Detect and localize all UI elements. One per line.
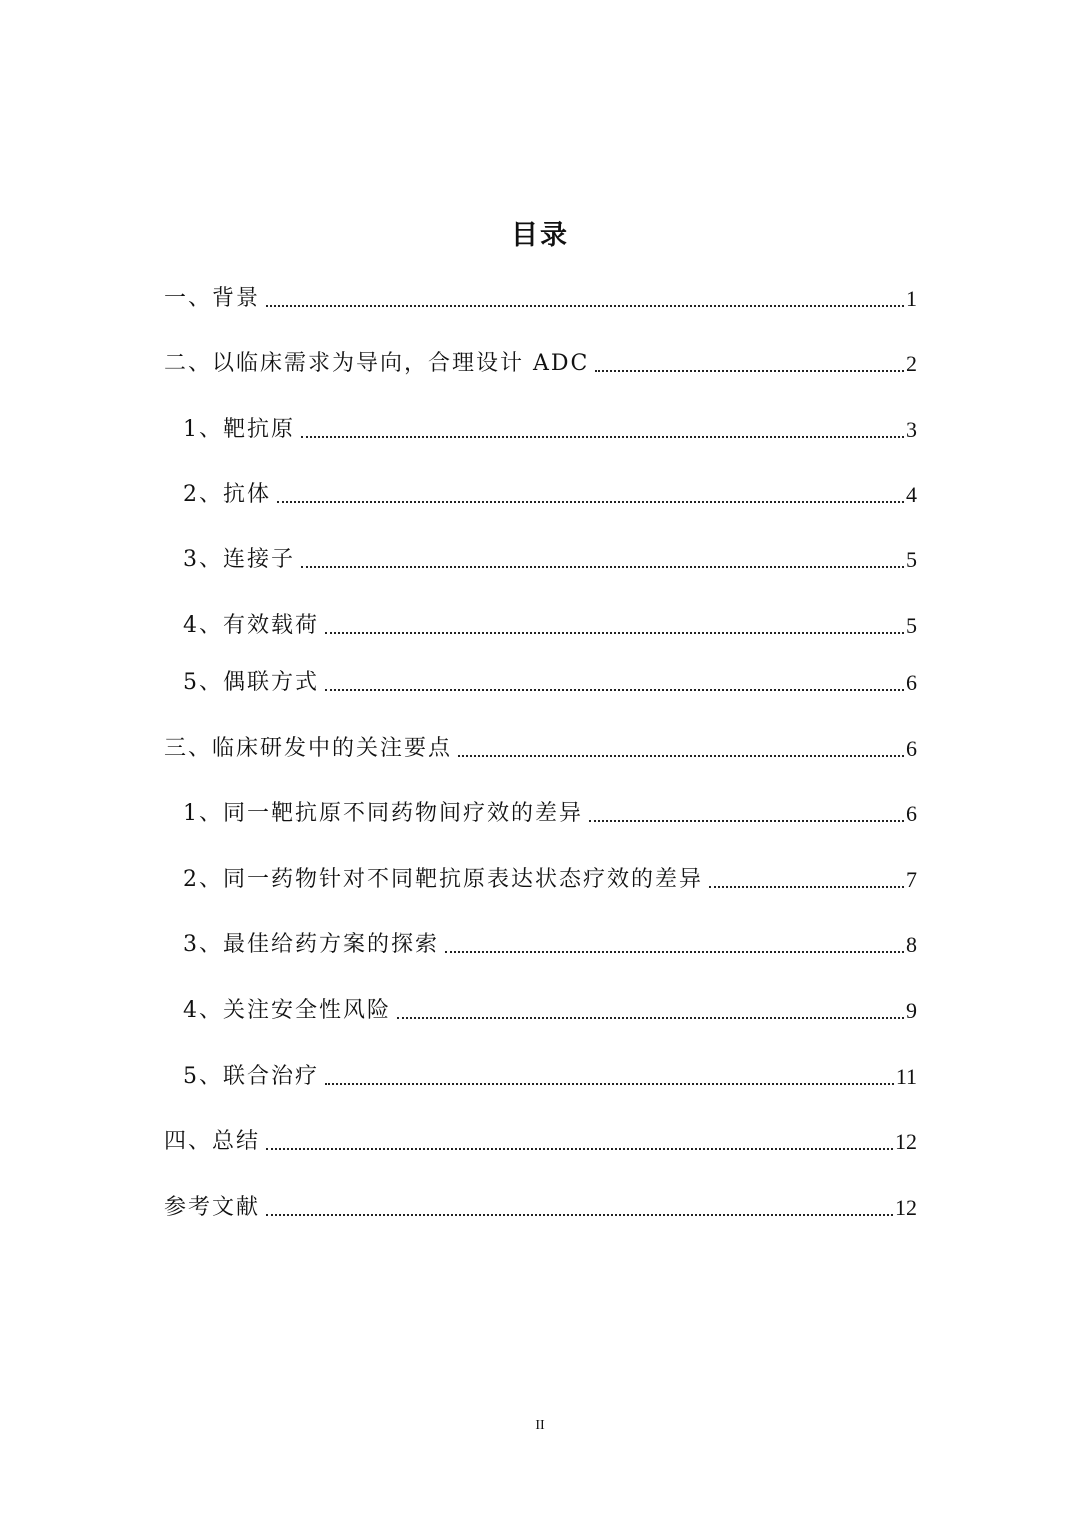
toc-entry-page: 6	[906, 801, 917, 826]
toc-title: 目录	[511, 220, 569, 251]
toc-entry-linker[interactable]	[183, 539, 917, 575]
dot-leader	[325, 688, 904, 691]
toc-entry-summary[interactable]	[164, 1121, 917, 1157]
toc-entry-label: 3、最佳给药方案的探索	[183, 932, 439, 957]
dot-leader	[325, 631, 904, 634]
toc-entry-combination-therapy[interactable]	[183, 1056, 917, 1092]
toc-entry-label: 2、抗体	[183, 482, 271, 507]
toc-entry-label: 1、同一靶抗原不同药物间疗效的差异	[183, 801, 583, 826]
toc-entry-target-antigen[interactable]	[183, 409, 917, 445]
toc-entry-label: 1、靶抗原	[183, 417, 295, 442]
toc-entry-label: 一、背景	[164, 286, 261, 311]
toc-entry-page: 9	[906, 998, 917, 1023]
dot-leader	[266, 1147, 893, 1150]
dot-leader	[445, 950, 904, 953]
dot-leader	[266, 304, 904, 307]
toc-entry-page: 4	[906, 482, 917, 507]
dot-leader	[709, 885, 904, 888]
toc-entry-page: 6	[906, 736, 917, 761]
page-number: II	[535, 1418, 545, 1433]
dot-leader	[458, 754, 904, 757]
dot-leader	[397, 1016, 904, 1019]
toc-entry-label: 二、以临床需求为导向，合理设计 ADC	[164, 351, 590, 376]
toc-entry-label: 5、偶联方式	[183, 670, 319, 695]
dot-leader	[301, 435, 904, 438]
toc-entry-page: 5	[906, 613, 917, 638]
dot-leader	[301, 565, 904, 568]
toc-entry-label: 4、关注安全性风险	[183, 998, 391, 1023]
toc-entry-page: 6	[906, 670, 917, 695]
toc-entry-design-adc[interactable]	[164, 343, 917, 379]
toc-entry-label: 3、连接子	[183, 547, 295, 572]
toc-entry-page: 12	[895, 1195, 917, 1220]
toc-entry-payload[interactable]	[183, 605, 917, 641]
toc-entry-conjugation[interactable]	[183, 662, 917, 698]
toc-entry-references[interactable]	[164, 1187, 917, 1223]
toc-entry-page: 7	[906, 867, 917, 892]
toc-entry-page: 3	[906, 417, 917, 442]
toc-entry-label: 四、总结	[164, 1129, 261, 1154]
toc-entry-label: 2、同一药物针对不同靶抗原表达状态疗效的差异	[183, 867, 703, 892]
toc-entry-page: 8	[906, 932, 917, 957]
toc-entry-background[interactable]	[164, 278, 917, 314]
toc-entry-clinical-points[interactable]	[164, 728, 917, 764]
toc-entry-page: 5	[906, 547, 917, 572]
toc-entry-label: 三、临床研发中的关注要点	[164, 736, 453, 761]
dot-leader	[589, 819, 904, 822]
toc-entry-page: 1	[906, 286, 917, 311]
toc-entry-dosing-regimen[interactable]	[183, 924, 917, 960]
toc-entry-page: 12	[895, 1129, 917, 1154]
toc-entry-page: 2	[906, 351, 917, 376]
toc-entry-label: 参考文献	[164, 1195, 261, 1220]
dot-leader	[325, 1082, 894, 1085]
toc-entry-efficacy-diff-drugs[interactable]	[183, 793, 917, 829]
toc-entry-safety-risk[interactable]	[183, 990, 917, 1026]
dot-leader	[266, 1213, 893, 1216]
dot-leader	[277, 500, 904, 503]
dot-leader	[595, 369, 904, 372]
toc-entry-page: 11	[895, 1064, 917, 1089]
toc-entry-antibody[interactable]	[183, 474, 917, 510]
toc-entry-label: 4、有效载荷	[183, 613, 319, 638]
toc-entry-efficacy-diff-expression[interactable]	[183, 859, 917, 895]
toc-entry-label: 5、联合治疗	[183, 1064, 319, 1089]
